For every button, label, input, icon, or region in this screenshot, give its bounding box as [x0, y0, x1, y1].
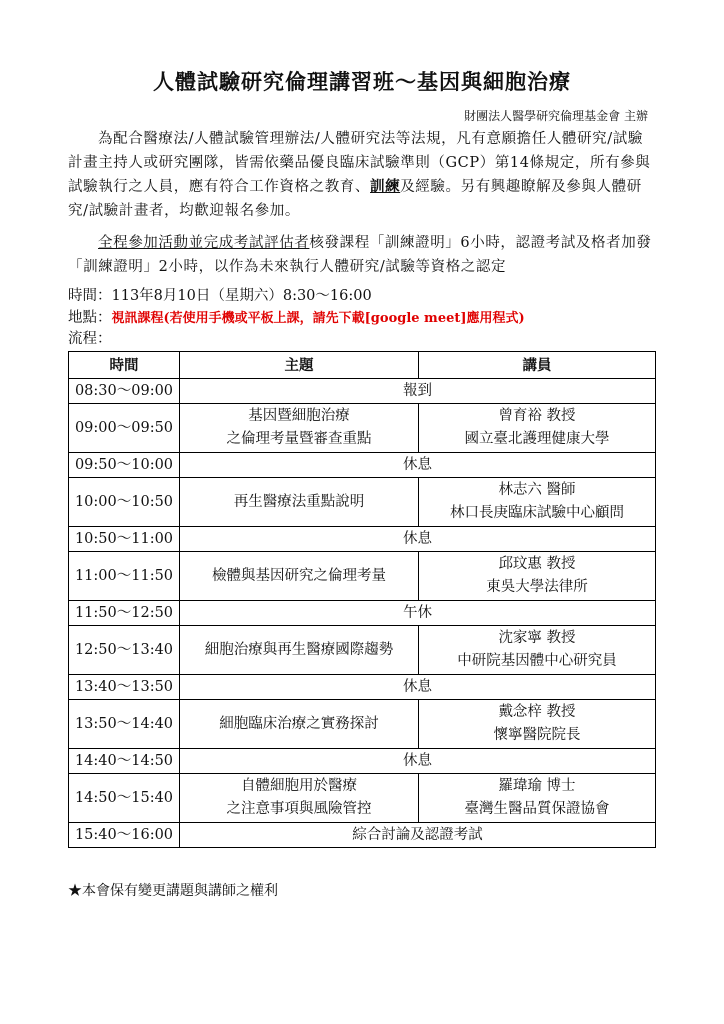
agenda-topic-line: 再生醫療法重點說明 — [233, 493, 365, 510]
agenda-topic-line: 之注意事項與風險管控 — [226, 801, 372, 817]
agenda-speaker-line: 東吳大學法律所 — [486, 579, 588, 595]
certificate-text: 核發課程「訓練證明」6小時，認證考試及格者加發「訓練證明」2小時，以作為未來執行人體研究/試驗等資格之認定 — [68, 235, 652, 275]
agenda-row — [69, 404, 656, 453]
agenda-topic-cell — [180, 478, 419, 527]
agenda-speaker-cell — [419, 700, 656, 749]
agenda-merged-cell: 綜合討論及認證考試 — [180, 823, 656, 848]
agenda-merged-cell: 休息 — [180, 675, 656, 700]
agenda-speaker-line: 國立臺北護理健康大學 — [464, 431, 610, 447]
agenda-topic-line: 細胞臨床治療之實務探討 — [219, 715, 379, 732]
agenda-speaker-cell — [419, 626, 656, 675]
agenda-row — [69, 626, 656, 675]
agenda-speaker-line: 戴念梓 教授 — [498, 704, 576, 720]
agenda-row — [69, 749, 656, 774]
agenda-speaker-line: 邱玟惠 教授 — [498, 556, 576, 572]
agenda-time-cell: 14:40～14:50 — [69, 749, 180, 774]
agenda-speaker-line: 羅瑋瑜 博士 — [498, 778, 576, 794]
agenda-speaker-line: 沈家寧 教授 — [498, 630, 576, 646]
agenda-topic-cell — [180, 552, 419, 601]
agenda-time-cell: 12:50～13:40 — [69, 626, 180, 675]
agenda-speaker-line: 林志六 醫師 — [498, 482, 576, 498]
agenda-speaker-line: 懷寧醫院院長 — [493, 727, 581, 743]
agenda-row — [69, 552, 656, 601]
agenda-speaker-line: 林口長庚臨床試驗中心顧問 — [450, 505, 624, 521]
agenda-row — [69, 453, 656, 478]
agenda-time-cell: 13:50～14:40 — [69, 700, 180, 749]
agenda-row — [69, 700, 656, 749]
intro-paragraph — [68, 127, 656, 223]
agenda-row — [69, 675, 656, 700]
header-speaker: 講員 — [419, 352, 656, 379]
certificate-paragraph — [68, 231, 656, 279]
agenda-speaker-line: 臺灣生醫品質保證協會 — [464, 801, 610, 817]
agenda-merged-cell: 休息 — [180, 527, 656, 552]
certificate-condition: 全程參加活動並完成考試評估者 — [98, 235, 310, 251]
page-title: 人體試驗研究倫理講習班～基因與細胞治療 — [153, 69, 571, 94]
agenda-speaker-cell — [419, 478, 656, 527]
header-time: 時間 — [69, 352, 180, 379]
agenda-time-cell: 14:50～15:40 — [69, 774, 180, 823]
agenda-row — [69, 774, 656, 823]
time-value: 113年8月10日（星期六）8:30～16:00 — [111, 288, 372, 304]
agenda-merged-cell: 報到 — [180, 379, 656, 404]
agenda-time-cell: 09:00～09:50 — [69, 404, 180, 453]
agenda-topic-cell — [180, 774, 419, 823]
agenda-body — [69, 379, 656, 848]
intro-text-part2: 及經驗。另有興趣瞭解及參與人體研究/試驗計畫者，均歡迎報名參加。 — [68, 179, 642, 219]
agenda-topic-line: 基因暨細胞治療 — [248, 408, 350, 424]
agenda-row — [69, 601, 656, 626]
agenda-topic-cell — [180, 404, 419, 453]
agenda-topic-line: 自體細胞用於醫療 — [241, 778, 357, 794]
agenda-row — [69, 823, 656, 848]
agenda-row — [69, 527, 656, 552]
header-topic: 主題 — [180, 352, 419, 379]
agenda-time-cell: 10:00～10:50 — [69, 478, 180, 527]
agenda-speaker-cell — [419, 774, 656, 823]
agenda-time-cell: 11:50～12:50 — [69, 601, 180, 626]
agenda-speaker-line: 曾育裕 教授 — [498, 408, 576, 424]
agenda-label: 流程： — [68, 331, 112, 347]
agenda-row — [69, 379, 656, 404]
location-value: 視訊課程(若使用手機或平板上課，請先下載[google meet]應用程式) — [111, 311, 525, 326]
agenda-time-cell: 11:00～11:50 — [69, 552, 180, 601]
agenda-time-cell: 09:50～10:00 — [69, 453, 180, 478]
agenda-time-cell: 15:40～16:00 — [69, 823, 180, 848]
location-label: 地點： — [68, 310, 112, 326]
agenda-merged-cell: 休息 — [180, 749, 656, 774]
intro-text-part1: 為配合醫療法/人體試驗管理辦法/人體研究法等法規，凡有意願擔任人體研究/試驗計畫主持人或研究團隊，皆需依藥品優良臨床試驗準則（GCP）第14條規定，所有參與試驗執行之人員，應有符合工作資格之教育、 — [68, 131, 651, 195]
agenda-header-row — [69, 352, 656, 379]
footer-note: ★本會保有變更講題與講師之權利 — [68, 883, 278, 899]
time-line — [68, 285, 372, 307]
agenda-topic-line: 之倫理考量暨審查重點 — [226, 431, 372, 447]
agenda-topic-cell — [180, 700, 419, 749]
agenda-time-cell: 08:30～09:00 — [69, 379, 180, 404]
agenda-table — [68, 351, 656, 848]
agenda-topic-line: 檢體與基因研究之倫理考量 — [212, 567, 386, 584]
intro-emphasis-training: 訓練 — [370, 178, 401, 195]
agenda-speaker-cell — [419, 404, 656, 453]
agenda-speaker-cell — [419, 552, 656, 601]
agenda-time-cell: 10:50～11:00 — [69, 527, 180, 552]
agenda-merged-cell: 休息 — [180, 453, 656, 478]
agenda-row — [69, 478, 656, 527]
agenda-time-cell: 13:40～13:50 — [69, 675, 180, 700]
time-label: 時間： — [68, 288, 112, 304]
agenda-topic-line: 細胞治療與再生醫療國際趨勢 — [204, 641, 394, 658]
agenda-speaker-line: 中研院基因體中心研究員 — [457, 653, 617, 669]
organizer-line: 財團法人醫學研究倫理基金會 主辦 — [464, 109, 648, 123]
agenda-topic-cell — [180, 626, 419, 675]
location-line — [68, 307, 525, 330]
agenda-merged-cell: 午休 — [180, 601, 656, 626]
